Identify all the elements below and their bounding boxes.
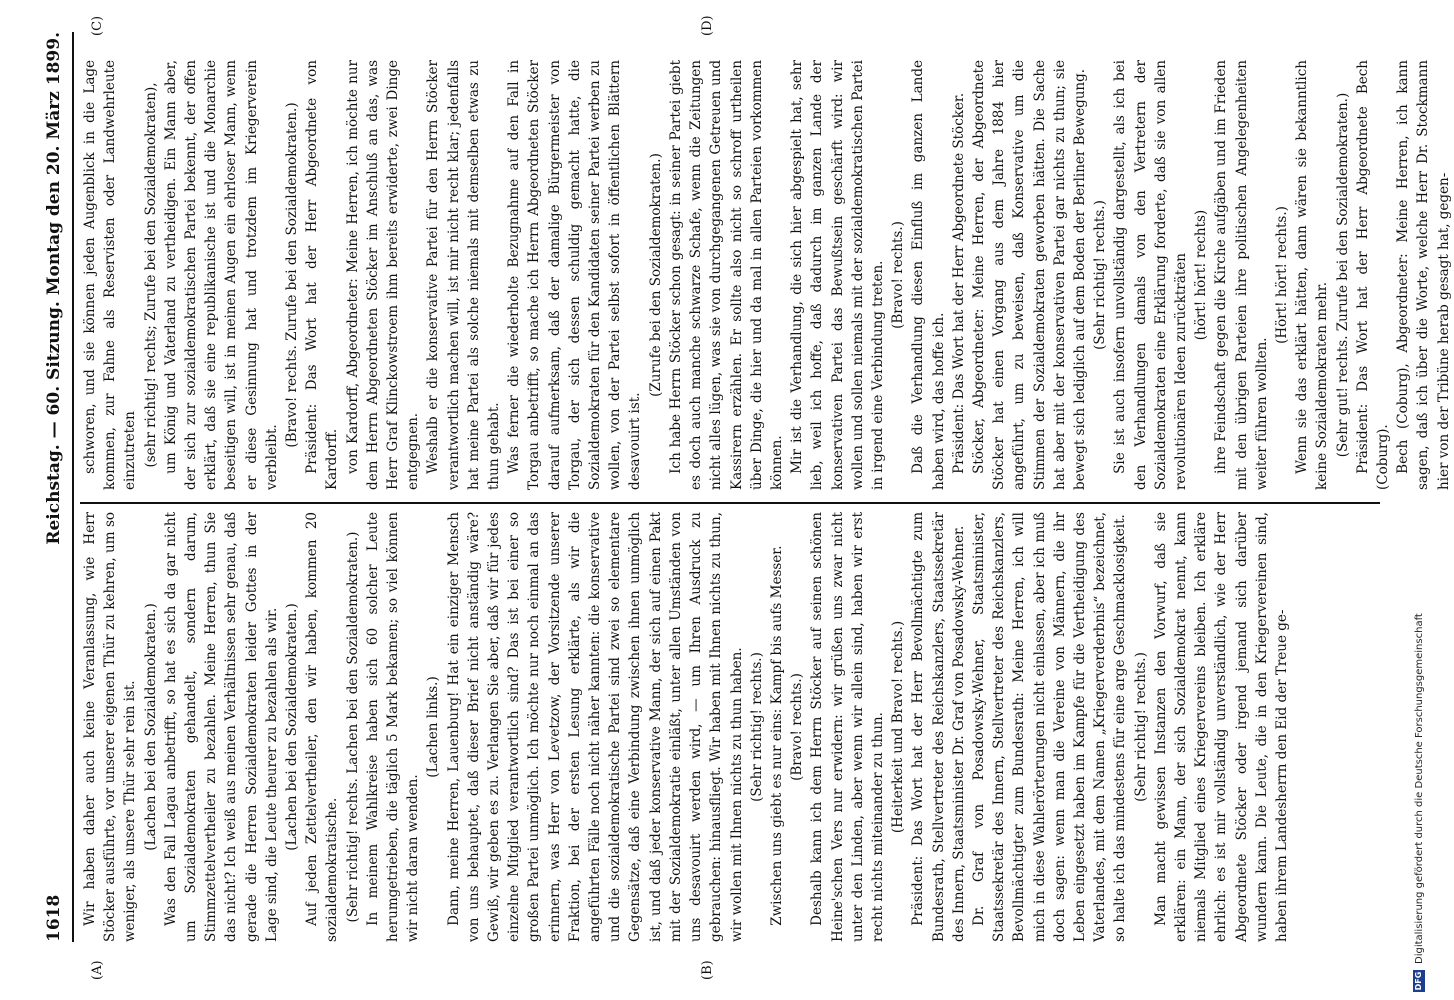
paragraph: Was ferner die wiederholte Bezugnahme auf den Fall in Torgau anbetrifft, so mache ich Herrn Abgeordneten Stöcker darauf aufmerksam, daß der damalige Bürgermeister von Torgau, der sich dessen schuldig gemacht hatte, die Sozialdemokraten für den Kandidaten seiner Partei werben zu wollen, von der Partei selbst sofort in öffentlichen Blättern desavouirt ist.	[506, 60, 644, 490]
paragraph: (Sehr richtig! rechts. Lachen bei den Sozialdemokraten.)	[344, 531, 361, 923]
paragraph: (Hört! hört! rechts.)	[1273, 206, 1290, 344]
page-title: Reichstag. — 60. Sitzung. Montag den 20. März 1899.	[44, 32, 64, 545]
column-divider	[80, 502, 1380, 504]
paragraph: (hört! hört! rechts)	[1193, 209, 1210, 341]
paragraph: Bech (Coburg), Abgeordneter: Meine Herren, ich kann sagen, daß ich über die Worte, welche Herr Dr. Stockmann hier von der Tribüne herab gesagt hat, gegen-	[1395, 60, 1452, 490]
margin-marker-c: (C)	[90, 15, 105, 36]
digitization-credit	[1408, 0, 1430, 1000]
margin-marker-d: (D)	[700, 15, 715, 36]
right-text-column	[80, 60, 1452, 490]
paragraph: Man macht gewissen Instanzen den Vorwurf, daß sie erklären: ein Mann, der sich Sozialdemokrat nennt, kann niemals Mitglied eines Kriegervereins bleiben. Ich erkläre ehrlich: es ist mir vollständig unverständlich, wie der Herr Abgeordnete Stöcker oder irgend jemand sich darüber wundern kann. Die Leute, die in den Kriegervereinen sind, haben ihrem Landesherrn den Eid der Treue ge-	[1152, 512, 1290, 942]
paragraph: Sie ist auch insofern unvollständig dargestellt, als ich bei den Verhandlungen damals von den Vertretern der Sozialdemokraten eine Erklärung forderte, daß sie von allen revolutionären Ideen zurückträten	[1112, 60, 1189, 490]
paragraph: von Kardorff, Abgeordneter: Meine Herren, ich möchte nur dem Herrn Abgeordneten Stöcker im Anschluß an das, was Herr Graf Klinckowstroem ihm bereits erwiderte, zwei Dinge entgegnen.	[344, 60, 422, 490]
paragraph: um König und Vaterland zu vertheidigen. Ein Mann aber, der sich zur sozialdemokratischen Partei bekennt, der offen erklärt, daß sie eine republikanische ist und die Monarchie beseitigen will, ist in meinen Augen ein ehrloser Mann, wenn er diese Gesinnung hat und trotzdem im Kriegerverein verbleibt.	[162, 60, 280, 490]
paragraph: (sehr richtig! rechts; Zurufe bei den Sozialdemokraten),	[142, 82, 159, 468]
paragraph: (Lachen bei den Sozialdemokraten.)	[142, 603, 159, 851]
paragraph: Was den Fall Lagau anbetrifft, so hat es sich da gar nicht um Sozialdemokraten gehandelt, sondern darum, Stimmzettelvertheiler zu bezahlen. Meine Herren, thun Sie das nicht? Ich weiß aus meinen Verhältnissen sehr genau, daß gerade die Herren Sozialdemokraten leider Gottes in der Lage sind, die Leute theurer zu bezahlen als wir.	[162, 512, 280, 942]
paragraph: (Sehr richtig! rechts.)	[1092, 200, 1109, 350]
paragraph: Deshalb kann ich dem Herrn Stöcker auf seinen schönen Heine'schen Vers nur erwidern: wir grüßen uns zwar nicht unter den Linden, aber wenn wir allein sind, haben wir erst recht nichts miteinander zu thun.	[809, 512, 886, 942]
credit-text: Digitalisierung gefördert durch die Deutsche Forschungsgemeinschaft	[1413, 613, 1425, 964]
paragraph: (Sehr richtig! rechts.)	[748, 652, 765, 802]
paragraph: (Lachen links.)	[425, 676, 442, 778]
paragraph: Wenn sie das erklärt hätten, dann wären sie bekanntlich keine Sozialdemokraten mehr.	[1294, 60, 1331, 490]
paragraph: Zwischen uns giebt es nur eins: Kampf bis aufs Messer.	[768, 545, 785, 926]
dfg-logo: DFG	[1414, 971, 1423, 991]
paragraph: (Heiterkeit und Bravo! rechts.)	[890, 620, 907, 834]
paragraph: Präsident: Das Wort hat der Herr Abgeordnete von Kardorff.	[304, 60, 341, 490]
paragraph: ihre Feindschaft gegen die Kirche aufgäben und im Frieden mit den übrigen Parteien ihre politischen Angelegenheiten weiter führen wollten.	[1213, 60, 1270, 490]
paragraph: (Sehr richtig! rechts.)	[1132, 652, 1149, 802]
paragraph: Auf jeden Zettelvertheiler, den wir haben, kommen 20 sozialdemokratische.	[304, 512, 341, 942]
paragraph: Wir haben daher auch keine Veranlassung, wie Herr Stöcker ausführte, vor unserer eigenen Thür zu kehren, um so weniger, als unsere Thür sehr rein ist.	[82, 512, 139, 942]
paragraph: Ich habe Herrn Stöcker schon gesagt: in seiner Partei giebt es doch auch manche schwarze Schafe, wenn die Zeitungen nicht alles lügen, was sie von durchgegangenen Getreuen und Kassirern erzählen. Er sollte also nicht so schroff urtheilen über Dinge, die hier und da mal in allen Parteien vorkommen können.	[667, 60, 785, 490]
paragraph: Weshalb er die konservative Partei für den Herrn Stöcker verantwortlich machen will, ist mir nicht recht klar; jedenfalls hat meine Partei als solche niemals mit demselben etwas zu thun gehabt.	[425, 60, 503, 490]
paragraph: In meinem Wahlkreise haben sich 60 solcher Leute herumgetrieben, die täglich 5 Mark bekamen; so viel können wir nicht daran wenden.	[364, 512, 422, 942]
paragraph: (Sehr gut! rechts. Zurufe bei den Sozialdemokraten.)	[1334, 92, 1351, 458]
paragraph: Daß die Verhandlung diesen Einfluß im ganzen Lande haben wird, das hoffe ich.	[910, 60, 947, 490]
paragraph: (Zurufe bei den Sozialdemokraten.)	[647, 153, 664, 397]
left-text-column	[80, 512, 1380, 942]
page-header	[36, 32, 74, 942]
paragraph: Stöcker, Abgeordneter: Meine Herren, der Abgeordnete Stöcker hat einen Vorgang aus dem Jahre 1884 hier angeführt, um zu beweisen, daß Konservative um die Stimmen der Sozialdemokraten geworben hätten. Die Sache hat aber mit der konservativen Partei gar nichts zu thun; sie bewegt sich lediglich auf dem Boden der Berliner Bewegung.	[970, 60, 1088, 490]
margin-marker-a: (A)	[90, 960, 105, 980]
paragraph: (Bravo! rechts. Zurufe bei den Sozialdemokraten.)	[284, 102, 301, 448]
paragraph: Dann, meine Herren, Lauenburg! Hat ein einziger Mensch von uns behauptet, daß dieser Brief nicht anständig wäre? Gewiß, wir geben es zu. Verlangen Sie aber, daß wir für jedes einzelne Mitglied verantwortlich sind? Das ist bei einer so großen Partei unmöglich. Ich möchte nur noch einmal an das erinnern, was Herr von Levetzow, der Vorsitzende unserer Fraktion, bei der ersten Lesung erklärte, als wir die angeführten Fälle noch nicht näher kannten: die konservative und die sozialdemokratische Partei sind zwei so elementare Gegensätze, daß eine Verbindung zwischen ihnen unmöglich ist, und daß jeder konservative Mann, der sich auf einen Pakt mit der Sozialdemokratie einläßt, unter allen Umständen von uns desavouirt werden wird, — um Ihren Ausdruck zu gebrauchen: hinausfliegt. Wir haben mit Ihnen nichts zu thun, wir wollen mit Ihnen nichts zu thun haben.	[445, 512, 745, 942]
margin-marker-b: (B)	[700, 960, 715, 980]
paragraph: Präsident: Das Wort hat der Herr Abgeordnete Stöcker.	[950, 92, 967, 474]
paragraph: (Bravo! rechts.)	[789, 673, 806, 781]
paragraph: Mir ist die Verhandlung, die sich hier abgespielt hat, sehr lieb, weil ich hoffe, daß dadurch im ganzen Lande der konservativen Partei das Bewußtsein geschärft wird: wir wollen und sollen niemals mit der sozialdemokratischen Partei in irgend eine Verbindung treten.	[789, 60, 886, 490]
paragraph: (Lachen bei den Sozialdemokraten.)	[284, 603, 301, 851]
page-number: 1618	[44, 894, 64, 942]
paragraph: schworen, und sie können jeden Augenblick in die Lage kommen, zur Fahne als Reservisten oder Landwehrleute einzutreten	[82, 60, 139, 490]
paragraph: Präsident: Das Wort hat der Herr Abgeordnete Bech (Coburg).	[1354, 60, 1391, 490]
paragraph: Dr. Graf von Posadowsky-Wehner, Staatsminister, Staatssekretär des Innern, Stellvertreter des Reichskanzlers, Bevollmächtigter zum Bundesrath: Meine Herren, ich will mich in diese Wahlerörterungen nicht einlassen, aber ich muß doch sagen: wenn man die Vereine von Männern, die ihr Leben eingesetzt haben im Kampfe für die Vertheidigung des Vaterlandes, mit dem Namen „Kriegerverderbnis“ bezeichnet, so halte ich das mindestens für eine arge Geschmacklosigkeit.	[970, 512, 1129, 942]
paragraph: Präsident: Das Wort hat der Herr Bevollmächtigte zum Bundesrath, Stellvertreter des Reichskanzlers, Staatssekretär des Innern, Staatsminister Dr. Graf von Posadowsky-Wehner.	[910, 512, 967, 942]
paragraph: (Bravo! rechts.)	[890, 221, 907, 329]
